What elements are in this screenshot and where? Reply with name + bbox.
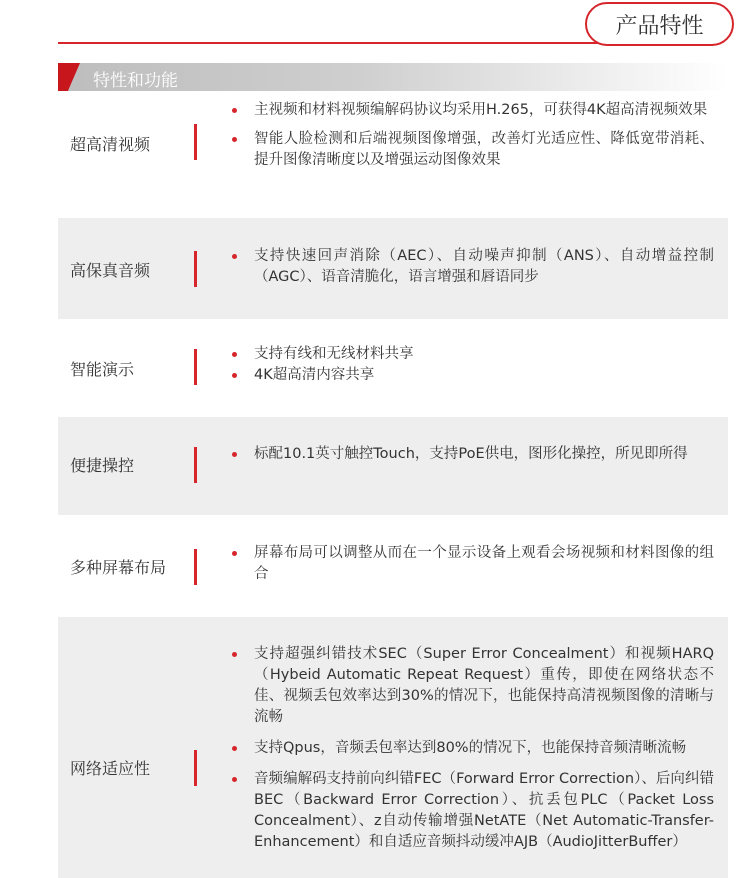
feature-row-network	[58, 617, 728, 878]
section-accent	[58, 63, 80, 91]
feature-row-audio	[58, 218, 728, 319]
feature-bullet: 标配10.1英寸触控Touch，支持PoE供电，图形化操控，所见即所得	[254, 444, 714, 465]
feature-bullet: 支持超强纠错技术SEC（Super Error Concealment）和视频HARQ（Hybeid Automatic Repeat Request）重传，即使在网络状态不佳、视频丢包效率达到30%的情况下，也能保持高清视频图像的清晰与流畅	[254, 644, 714, 728]
row-separator	[194, 750, 197, 786]
feature-label: 高保真音频	[70, 261, 151, 280]
feature-row-presentation	[58, 320, 728, 416]
feature-label: 网络适应性	[70, 759, 151, 778]
feature-bullet: 屏幕布局可以调整从而在一个显示设备上观看会场视频和材料图像的组合	[254, 543, 714, 585]
feature-bullet: 智能人脸检测和后端视频图像增强，改善灯光适应性、降低宽带消耗、提升图像清晰度以及增强运动图像效果	[254, 129, 714, 171]
section-header	[58, 63, 728, 91]
feature-label: 便捷操控	[70, 456, 135, 475]
feature-bullet: 支持Qpus，音频丢包率达到80%的情况下，也能保持音频清晰流畅	[254, 738, 714, 759]
feature-bullet: 主视频和材料视频编解码协议均采用H.265，可获得4K超高清视频效果	[254, 100, 714, 121]
feature-row-video	[58, 92, 728, 195]
row-separator	[194, 124, 197, 160]
feature-bullet: 支持快速回声消除（AEC）、自动噪声抑制（ANS）、自动增益控制（AGC）、语音清脆化，语言增强和唇语同步	[254, 246, 714, 288]
feature-bullet: 音频编解码支持前向纠错FEC（Forward Error Correction）、后向纠错BEC（Backward Error Correction）、抗丢包PLC（Packet Loss Concealment）、z自动传输增强NetATE（Net Automatic-Transfer-Enhancement）和自适应音频抖动缓冲AJB（AudioJitterBuffer）	[254, 769, 714, 853]
feature-label: 超高清视频	[70, 135, 151, 154]
section-title: 特性和功能	[93, 71, 178, 91]
page-title: 产品特性	[585, 2, 734, 46]
feature-row-control	[58, 417, 728, 515]
feature-bullet: 4K超高清内容共享	[254, 365, 714, 386]
feature-bullet: 支持有线和无线材料共享	[254, 344, 714, 365]
feature-label: 智能演示	[70, 360, 135, 379]
row-separator	[194, 251, 197, 287]
row-separator	[194, 349, 197, 385]
row-separator	[194, 447, 197, 483]
feature-row-layout	[58, 516, 728, 616]
feature-label: 多种屏幕布局	[70, 558, 167, 577]
row-separator	[194, 549, 197, 585]
